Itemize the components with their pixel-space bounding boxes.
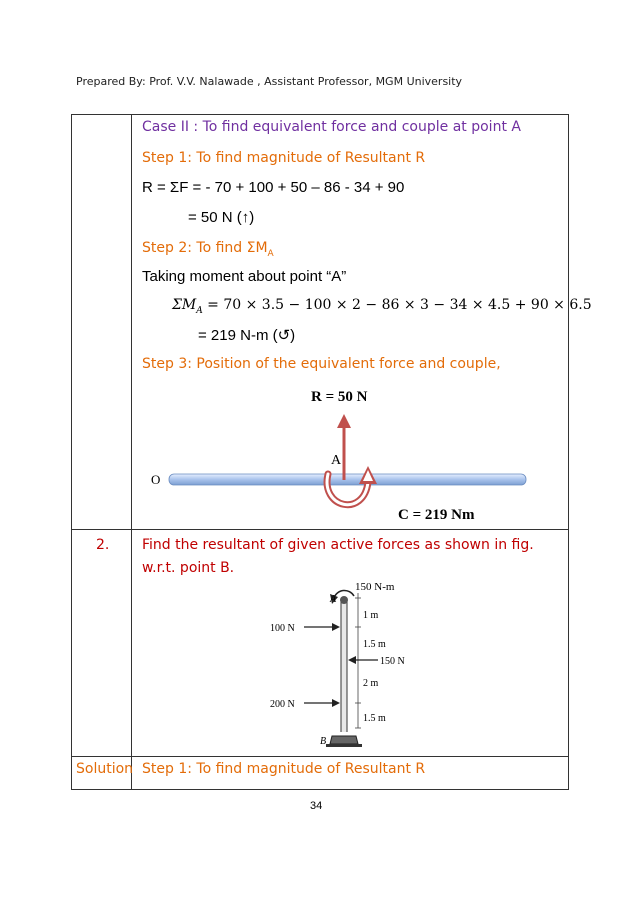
moment-label: 150 N-m [355, 581, 395, 593]
post-base [330, 736, 358, 744]
point-a-label: A [331, 453, 342, 468]
step2-text: Step 2: To find ΣM [142, 240, 268, 256]
dimension-2: 1.5 m [363, 639, 386, 650]
step1-heading: Step 1: To find magnitude of Resultant R [142, 150, 426, 166]
moment-symbol: ΣM [172, 297, 197, 313]
moment-subscript: A [196, 305, 203, 316]
page-number: 34 [310, 800, 323, 812]
force-100-label: 100 N [270, 623, 295, 634]
problem-text-line1: Find the resultant of given active forces as shown in fig. [142, 537, 534, 553]
beam [169, 474, 526, 485]
solution-label: Solution [76, 761, 134, 777]
force-150-arrowhead [348, 656, 356, 664]
dimension-3: 2 m [363, 678, 379, 689]
force-200-label: 200 N [270, 699, 295, 710]
moment-equation [172, 297, 592, 316]
page-header: Prepared By: Prof. V.V. Nalawade , Assistant Professor, MGM University [76, 75, 463, 88]
table-row-divider [71, 529, 569, 530]
couple-label: C = 219 Nm [398, 507, 475, 523]
force-200-arrowhead [332, 699, 340, 707]
point-o-label: O [151, 472, 161, 487]
point-a-label-2: A [330, 594, 337, 605]
post-figure [260, 578, 440, 754]
force-150-label: 150 N [380, 656, 405, 667]
problem-number: 2. [96, 537, 110, 553]
post-top-cap [340, 596, 348, 604]
problem-text-line2: w.r.t. point B. [142, 560, 235, 576]
resultant-equation: R = ΣF = - 70 + 100 + 50 – 86 - 34 + 90 [142, 179, 405, 196]
step2-heading [142, 240, 274, 259]
resultant-value: = 50 N (↑) [188, 209, 255, 226]
dimension-4: 1.5 m [363, 713, 386, 724]
point-b-label: B [320, 736, 327, 747]
beam-figure [132, 380, 568, 528]
solution-step1: Step 1: To find magnitude of Resultant R [142, 761, 426, 777]
taking-moment-text: Taking moment about point “A” [142, 268, 347, 285]
moment-terms: = 70 × 3.5 − 100 × 2 − 86 × 3 − 34 × 4.5 + 90 × 6.5 [202, 297, 592, 313]
step2-subscript: A [267, 248, 274, 259]
step3-heading: Step 3: Position of the equivalent force and couple, [142, 356, 501, 372]
case-title: Case II : To find equivalent force and couple at point A [142, 119, 521, 135]
force-100-arrowhead [332, 623, 340, 631]
resultant-arrow-head [337, 414, 351, 428]
dimension-1: 1 m [363, 610, 379, 621]
moment-value: = 219 N-m (↺) [198, 327, 296, 344]
resultant-label: R = 50 N [311, 389, 368, 405]
table-row-divider [71, 756, 569, 757]
ground [326, 744, 362, 747]
